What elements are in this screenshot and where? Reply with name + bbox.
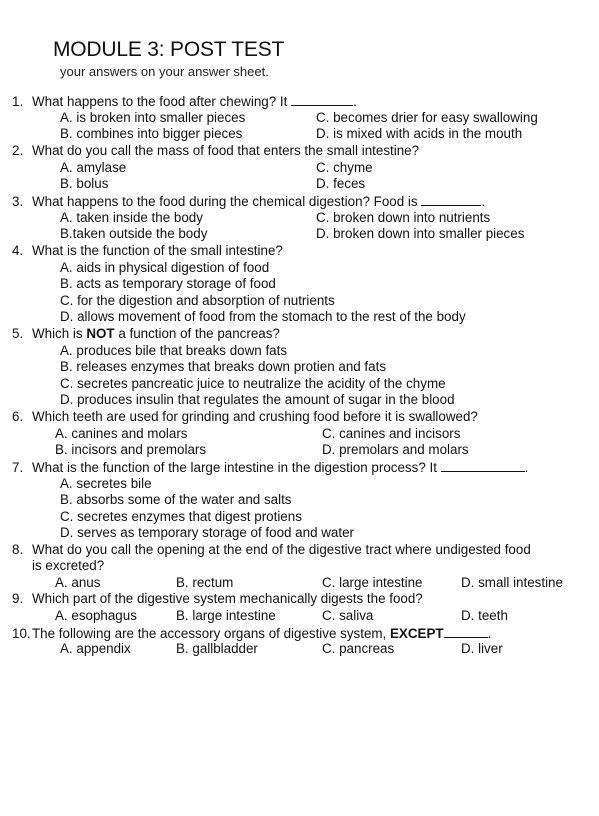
option-c: C. canines and incisors [322,426,461,441]
question-1: 1. What happens to the food after chewing? It . [12,94,357,109]
question-7: 7. What is the function of the large intestine in the digestion process? It . [12,460,529,475]
option-b: B. incisors and premolars [55,442,207,457]
option-b: B. gallbladder [176,641,258,656]
option-b: B. large intestine [176,608,276,623]
option-d: D. feces [316,176,366,191]
page-title: MODULE 3: POST TEST [53,38,285,61]
option-a: A. produces bile that breaks down fats [60,343,288,358]
option-d: D. allows movement of food from the stomach to the rest of the body [60,309,466,324]
question-5: 5. Which is NOT a function of the pancreas? [12,326,280,341]
question-8-continuation: is excreted? [32,558,105,573]
answer-blank [441,459,525,472]
option-d: D. broken down into smaller pieces [316,226,525,241]
option-d: D. premolars and molars [322,442,469,457]
question-9: 9. Which part of the digestive system mechanically digests the food? [12,591,423,606]
option-a: A. taken inside the body [60,210,203,225]
option-c: C. saliva [322,608,374,623]
option-a: A. canines and molars [55,426,188,441]
option-d: D. serves as temporary storage of food and water [60,525,354,540]
option-b: B. bolus [60,176,109,191]
option-a: A. appendix [60,641,131,656]
option-b: B. rectum [176,575,234,590]
question-8: 8. What do you call the opening at the end of the digestive tract where undigested food [12,542,531,557]
option-a: A. anus [55,575,101,590]
option-d: D. is mixed with acids in the mouth [316,126,523,141]
option-a: A. aids in physical digestion of food [60,260,270,275]
option-b: B.taken outside the body [60,226,208,241]
option-c: C. chyme [316,160,373,175]
option-c: C. becomes drier for easy swallowing [316,110,538,125]
question-6: 6. Which teeth are used for grinding and crushing food before it is swallowed? [12,409,478,424]
option-a: A. is broken into smaller pieces [60,110,246,125]
option-c: C. secretes pancreatic juice to neutralize the acidity of the chyme [60,376,446,391]
question-3: 3. What happens to the food during the chemical digestion? Food is . [12,194,486,209]
option-a: A. esophagus [55,608,137,623]
option-d: D. produces insulin that regulates the amount of sugar in the blood [60,392,455,407]
option-b: B. absorbs some of the water and salts [60,492,292,507]
question-10: 10.The following are the accessory organs of digestive system, EXCEPT . [12,626,492,641]
option-a: A. amylase [60,160,127,175]
option-c: C. broken down into nutrients [316,210,491,225]
option-b: B. combines into bigger pieces [60,126,243,141]
option-c: C. large intestine [322,575,423,590]
option-b: B. releases enzymes that breaks down protien and fats [60,359,387,374]
clipped-instruction-line: your answers on your answer sheet. [60,64,269,79]
option-c: C. pancreas [322,641,395,656]
option-c: C. for the digestion and absorption of nutrients [60,293,335,308]
option-b: B. acts as temporary storage of food [60,276,276,291]
answer-blank [421,193,481,206]
answer-blank [291,93,353,106]
answer-blank [444,625,488,638]
option-c: C. secretes enzymes that digest protiens [60,509,302,524]
question-2: 2. What do you call the mass of food that enters the small intestine? [12,143,420,158]
question-4: 4. What is the function of the small intestine? [12,243,283,258]
option-d: D. teeth [461,608,508,623]
option-d: D. liver [461,641,503,656]
option-d: D. small intestine [461,575,563,590]
option-a: A. secretes bile [60,476,152,491]
